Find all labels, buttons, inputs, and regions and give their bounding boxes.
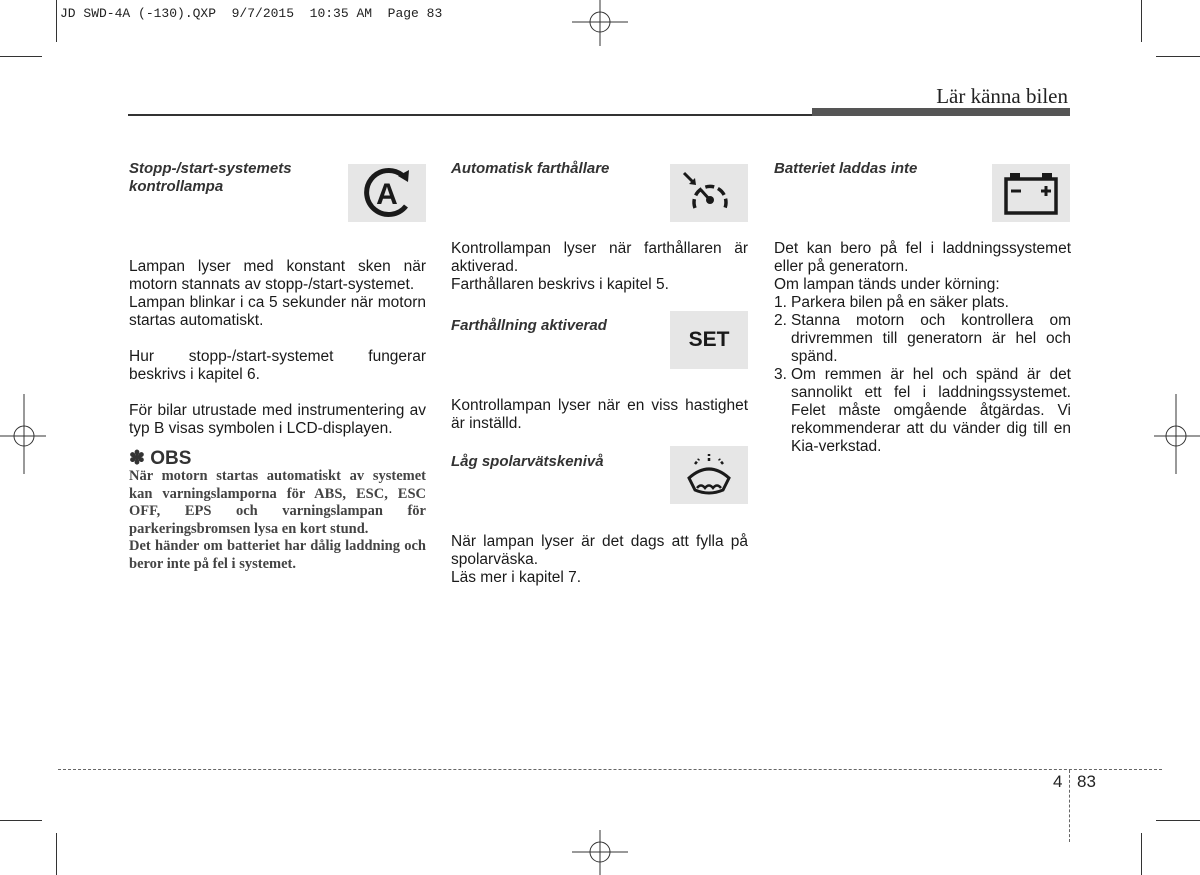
section-title-washer: Låg spolarvätskenivå bbox=[451, 453, 604, 470]
list-item bbox=[774, 294, 1071, 312]
auto-stop-a-icon bbox=[355, 166, 419, 220]
paragraph: Om lampan tänds under körning: bbox=[774, 276, 1000, 293]
paragraph: Kontrollampan lyser när farthållaren är aktiverad. bbox=[451, 240, 748, 275]
battery-charge-icon bbox=[1000, 169, 1062, 217]
section-title-stop-start: Stopp-/start-systemets kontrollampa bbox=[129, 160, 292, 195]
washer-fluid-icon bbox=[683, 452, 735, 498]
crop-mark bbox=[1141, 0, 1142, 42]
note-paragraph: Det händer om batteriet har dålig laddning och beror inte på fel i systemet. bbox=[129, 538, 426, 572]
set-label: SET bbox=[688, 328, 730, 351]
steps-list bbox=[774, 294, 1071, 456]
paragraph: När lampan lyser är det dags att fylla på spolarväska. bbox=[451, 533, 748, 568]
cruise-control-icon bbox=[681, 168, 737, 218]
paragraph: Hur stopp-/start-systemet fungerar beskrivs i kapitel 6. bbox=[129, 348, 426, 383]
step-text: Parkera bilen på en säker plats. bbox=[791, 294, 1009, 311]
footer-rule bbox=[58, 769, 1162, 770]
step-text: Stanna motorn och kontrollera om drivremmen till generatorn är hel och spänd. bbox=[791, 312, 1071, 365]
header-rule bbox=[128, 114, 812, 116]
paragraph: Lampan lyser med konstant sken när motorn stannats av stopp-/start-systemet. bbox=[129, 258, 426, 293]
note-heading bbox=[129, 450, 426, 468]
registration-mark-icon bbox=[572, 830, 628, 875]
crop-mark bbox=[1156, 820, 1200, 821]
section-title-battery: Batteriet laddas inte bbox=[774, 160, 918, 177]
header-rule-bar bbox=[812, 108, 1070, 116]
crop-mark bbox=[1141, 833, 1142, 875]
note-paragraph: När motorn startas automatiskt av systemet kan varningslamporna för ABS, ESC, ESC OFF, EPS och varningslampan för parkeringsbromsen lysa en kort stund. bbox=[129, 468, 426, 537]
chapter-header-title: Lär känna bilen bbox=[936, 84, 1068, 108]
note-title: OBS bbox=[150, 448, 192, 469]
footer-divider bbox=[1069, 770, 1070, 842]
step-number: 2. bbox=[774, 312, 787, 329]
step-text: Om remmen är hel och spänd är det sannolikt ett fel i laddningssystemet. Felet måste omgående åtgärdas. Vi rekommenderar att du vänder dig till en Kia-verkstad. bbox=[791, 366, 1071, 455]
cruise-indicator bbox=[670, 164, 748, 222]
paragraph: Kontrollampan lyser när en viss hastighet är inställd. bbox=[451, 397, 748, 432]
step-number: 1. bbox=[774, 294, 787, 311]
section-title-set: Farthållning aktiverad bbox=[451, 317, 607, 334]
list-item bbox=[774, 312, 1071, 366]
paragraph: Lampan blinkar i ca 5 sekunder när motorn startas automatiskt. bbox=[129, 294, 426, 329]
note-star-icon: ✽ bbox=[129, 448, 145, 469]
crop-mark bbox=[56, 0, 57, 42]
column-battery bbox=[774, 160, 1071, 456]
paragraph: Det kan bero på fel i laddningssystemet eller på generatorn. bbox=[774, 240, 1071, 275]
crop-mark bbox=[56, 833, 57, 875]
crop-mark bbox=[0, 820, 42, 821]
paragraph: Läs mer i kapitel 7. bbox=[451, 569, 582, 586]
set-indicator bbox=[670, 311, 748, 369]
column-stop-start bbox=[129, 160, 426, 573]
battery-indicator bbox=[992, 164, 1070, 222]
print-slug: JD SWD-4A (-130).QXP 9/7/2015 10:35 AM Page 83 bbox=[60, 6, 443, 21]
paragraph: För bilar utrustade med instrumentering av typ B visas symbolen i LCD-displayen. bbox=[129, 402, 426, 437]
registration-mark-icon bbox=[0, 394, 46, 474]
crop-mark bbox=[1156, 56, 1200, 57]
column-cruise bbox=[451, 160, 748, 587]
step-number: 3. bbox=[774, 366, 787, 383]
registration-mark-icon bbox=[1154, 394, 1200, 474]
auto-stop-indicator bbox=[348, 164, 426, 222]
crop-mark bbox=[0, 56, 42, 57]
paragraph: Farthållaren beskrivs i kapitel 5. bbox=[451, 276, 669, 293]
registration-mark-icon bbox=[572, 0, 628, 46]
page-number: 83 bbox=[1077, 772, 1096, 791]
section-title-cruise: Automatisk farthållare bbox=[451, 160, 610, 177]
svg-text:A: A bbox=[376, 178, 398, 211]
washer-indicator bbox=[670, 446, 748, 504]
list-item bbox=[774, 366, 1071, 456]
chapter-number: 4 bbox=[1053, 772, 1063, 791]
